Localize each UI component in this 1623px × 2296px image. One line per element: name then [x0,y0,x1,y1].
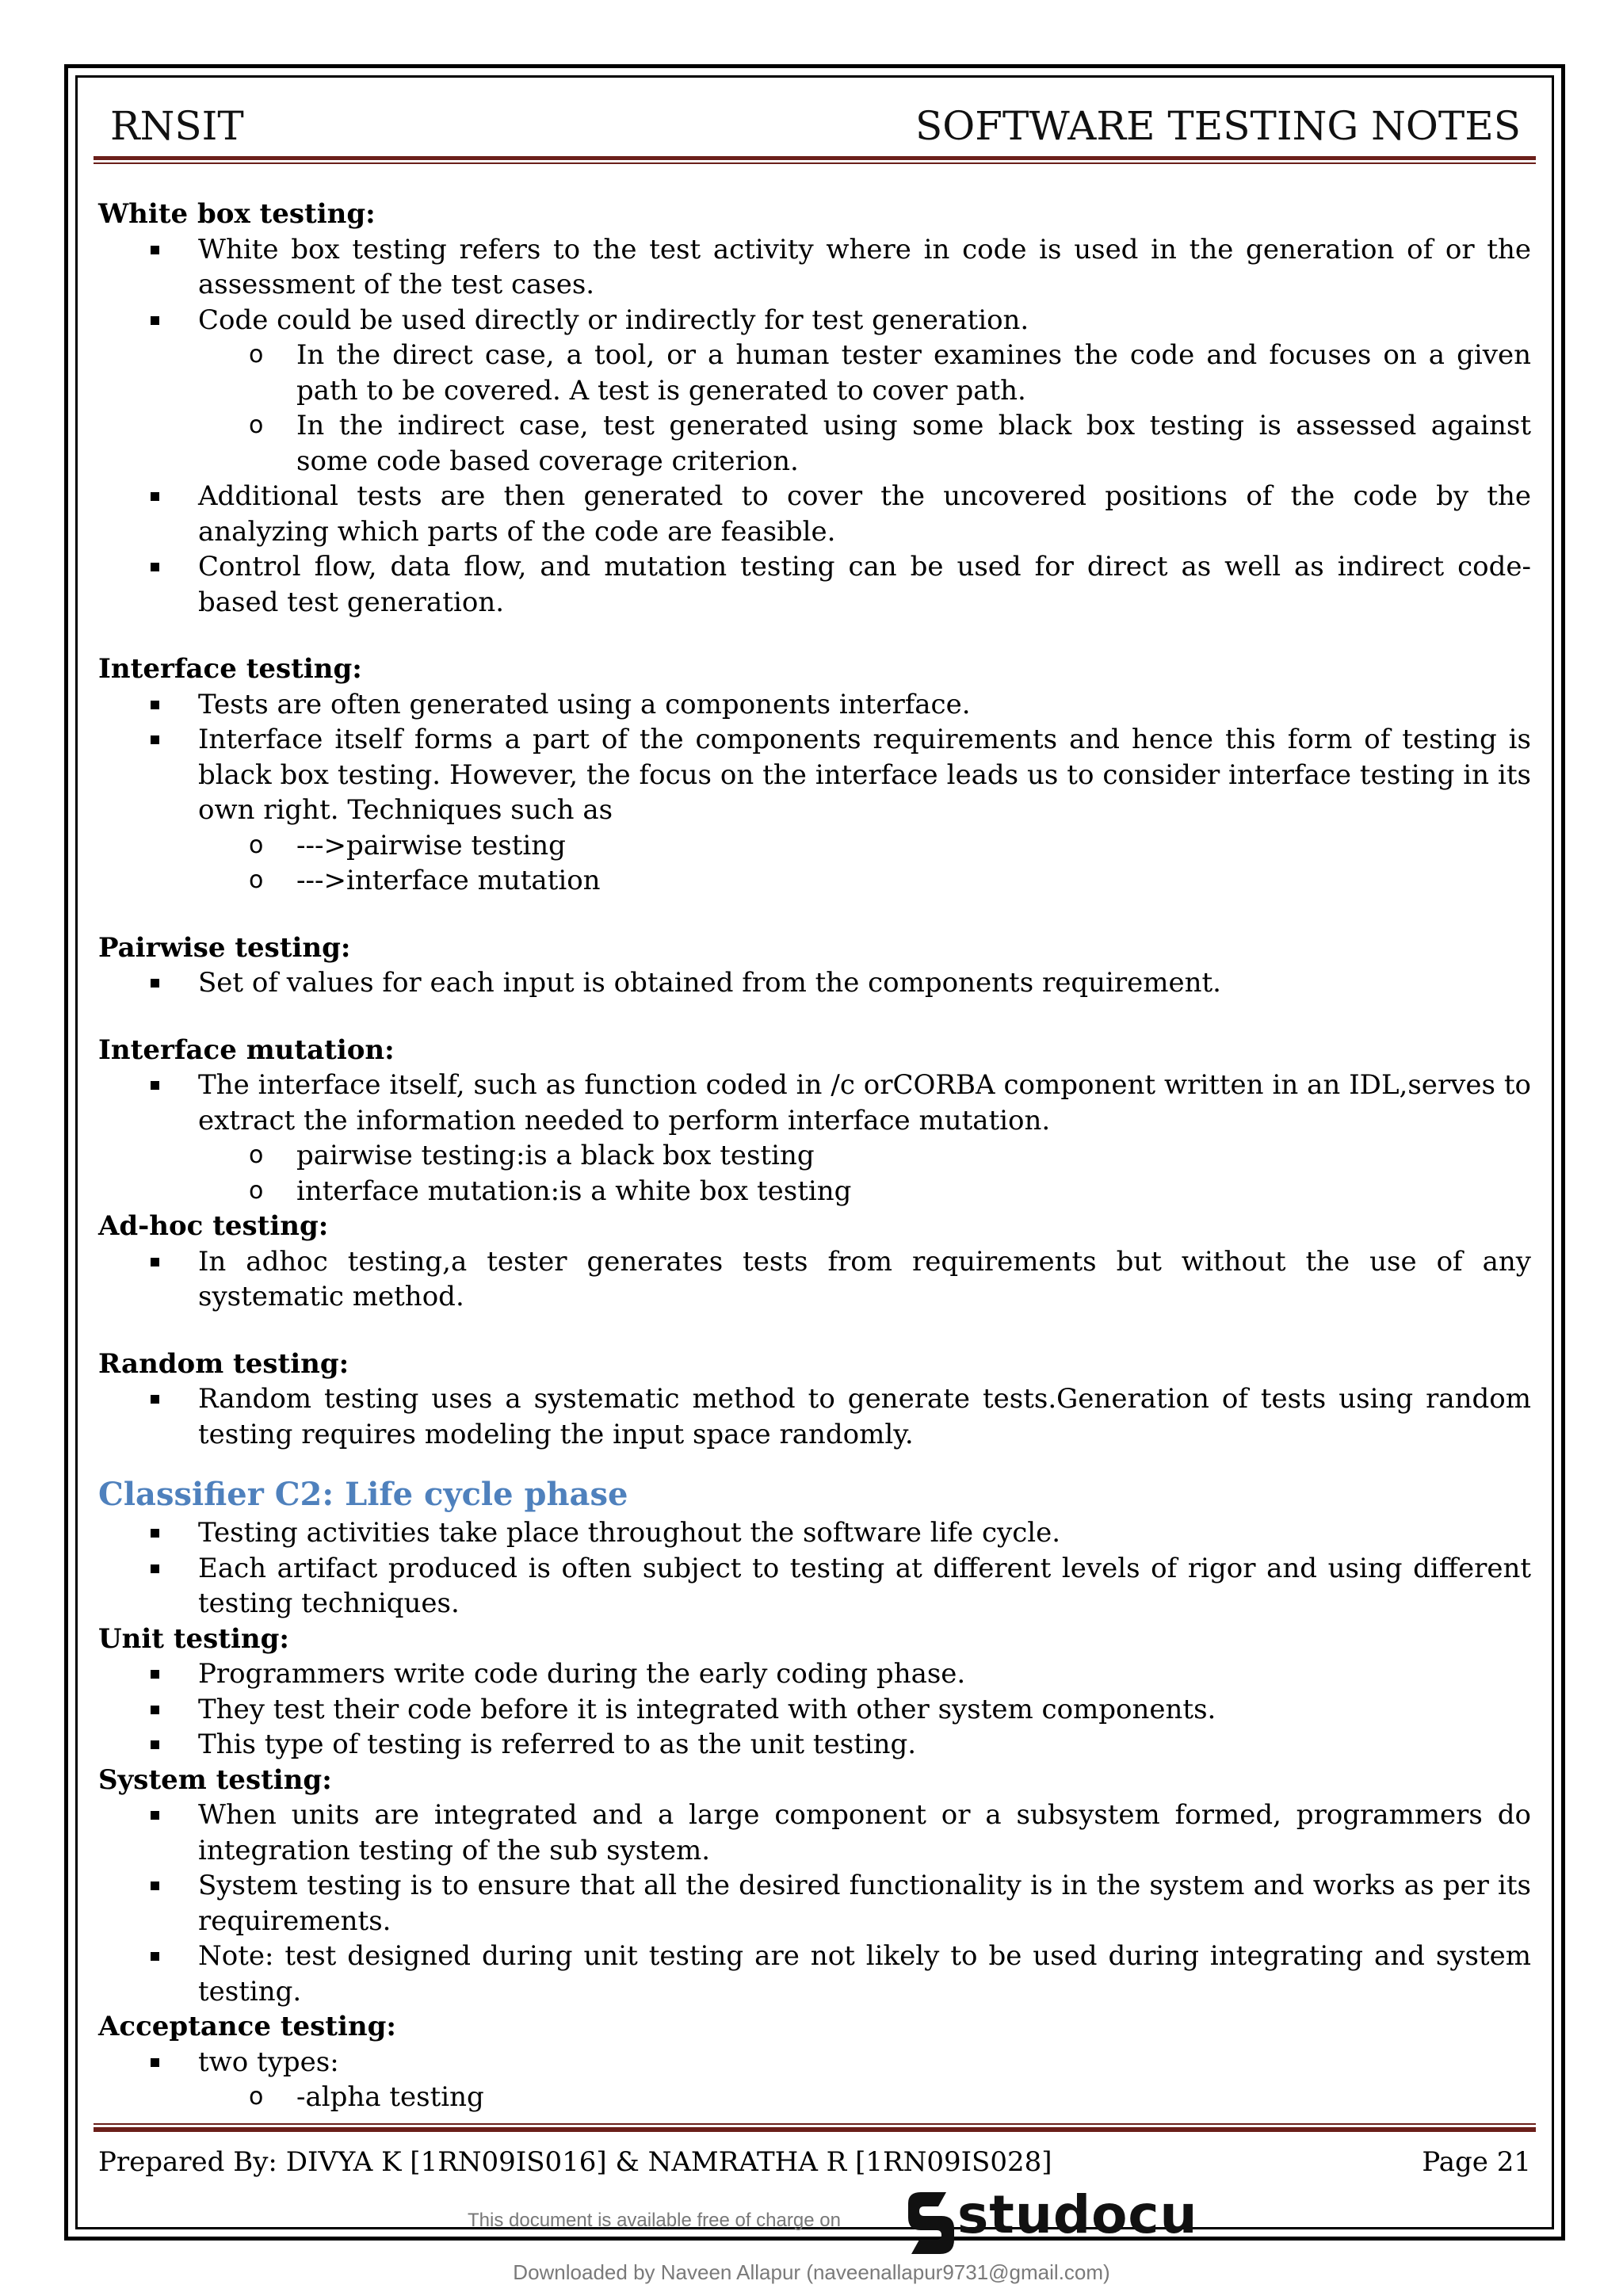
section-heading-acceptance: Acceptance testing: [98,2011,396,2042]
page-number: Page 21 [1422,2146,1531,2178]
list-item: Interface itself forms a part of the components requirements and hence this form of testing is black box testing. However, the focus on the interface leads us to consider interface testing in its own right. Techniques such as [98,722,1531,828]
list-item: two types: [98,2045,1531,2080]
footer-rule-thin [94,2123,1536,2125]
list-item: System testing is to ensure that all the desired functionality is in the system and works as per its requirements. [98,1868,1531,1939]
sub-list-item: o --->interface mutation [98,863,1531,899]
header-title: SOFTWARE TESTING NOTES [915,103,1521,149]
pairwise-list [98,965,1531,1001]
classifier-list [98,1515,1531,1622]
section-heading-system: System testing: [98,1763,332,1796]
footer-authors: Prepared By: DIVYA K [1RN09IS016] & NAMRATHA R [1RN09IS028] [98,2146,1052,2178]
header-rule-thin [94,162,1536,164]
header-rule [94,156,1536,160]
list-item: When units are integrated and a large component or a subsystem formed, programmers do integration testing of the sub system. [98,1797,1531,1868]
list-item: Note: test designed during unit testing are not likely to be used during integrating and system testing. [98,1939,1531,2009]
section-heading-unit: Unit testing: [98,1622,289,1655]
list-item: Random testing uses a systematic method to generate tests.Generation of tests using random testing requires modeling the input space randomly. [98,1381,1531,1452]
list-item: The interface itself, such as function coded in /c orCORBA component written in an IDL,serves to extract the information needed to perform interface mutation. [98,1068,1531,1138]
section-heading-classifier: Classifier C2: Life cycle phase [98,1476,628,1513]
download-note: Downloaded by Naveen Allapur (naveenallapur9731@gmail.com) [513,2260,1110,2284]
sub-list-item: o --->pairwise testing [98,828,1531,864]
list-item: In adhoc testing,a tester generates tests from requirements but without the use of any systematic method. [98,1244,1531,1315]
list-item: Additional tests are then generated to cover the uncovered positions of the code by the analyzing which parts of the code are feasible. [98,479,1531,549]
list-item: White box testing refers to the test activity where in code is used in the generation of or the assessment of the test cases. [98,232,1531,303]
footer-rule [94,2127,1536,2132]
studocu-brand[interactable]: studocu [957,2184,1198,2245]
list-item: This type of testing is referred to as the unit testing. [98,1727,1531,1763]
sub-list-item: o pairwise testing:is a black box testing [98,1138,1531,1174]
system-list [98,1797,1531,2009]
section-heading-pairwise: Pairwise testing: [98,931,351,964]
page-footer [98,2140,1531,2184]
sub-list-item: o -alpha testing [98,2080,1531,2115]
section-heading-interface-mutation: Interface mutation: [98,1033,395,1066]
list-item: Tests are often generated using a components interface. [98,687,1531,723]
page-header [110,98,1521,154]
random-list [98,1381,1531,1452]
white-box-list [98,232,1531,621]
interface-list [98,687,1531,899]
availability-note: This document is available free of charge on [468,2210,841,2231]
page-content [98,197,1531,2115]
section-heading-adhoc: Ad-hoc testing: [98,1210,329,1242]
unit-list [98,1656,1531,1763]
list-item: Each artifact produced is often subject to testing at different levels of rigor and using different testing techniques. [98,1551,1531,1622]
adhoc-list [98,1244,1531,1315]
sub-list-item: o interface mutation:is a white box testing [98,1174,1531,1209]
list-item: Code could be used directly or indirectly for test generation. [98,303,1531,338]
header-institution: RNSIT [110,103,244,149]
acceptance-list [98,2045,1531,2115]
list-item: Programmers write code during the early coding phase. [98,1656,1531,1692]
section-heading-interface: Interface testing: [98,653,362,685]
list-item: Control flow, data flow, and mutation testing can be used for direct as well as indirect code-based test generation. [98,549,1531,620]
list-item: Testing activities take place throughout the software life cycle. [98,1515,1531,1551]
mutation-list [98,1068,1531,1209]
list-item: Set of values for each input is obtained from the components requirement. [98,965,1531,1001]
section-heading-random: Random testing: [98,1347,349,1380]
sub-list-item: o In the indirect case, test generated using some black box testing is assessed against some code based coverage criterion. [98,408,1531,479]
section-heading-white-box: White box testing: [98,198,376,230]
sub-list-item: o In the direct case, a tool, or a human tester examines the code and focuses on a given path to be covered. A test is generated to cover path. [98,338,1531,408]
list-item: They test their code before it is integrated with other system components. [98,1692,1531,1728]
